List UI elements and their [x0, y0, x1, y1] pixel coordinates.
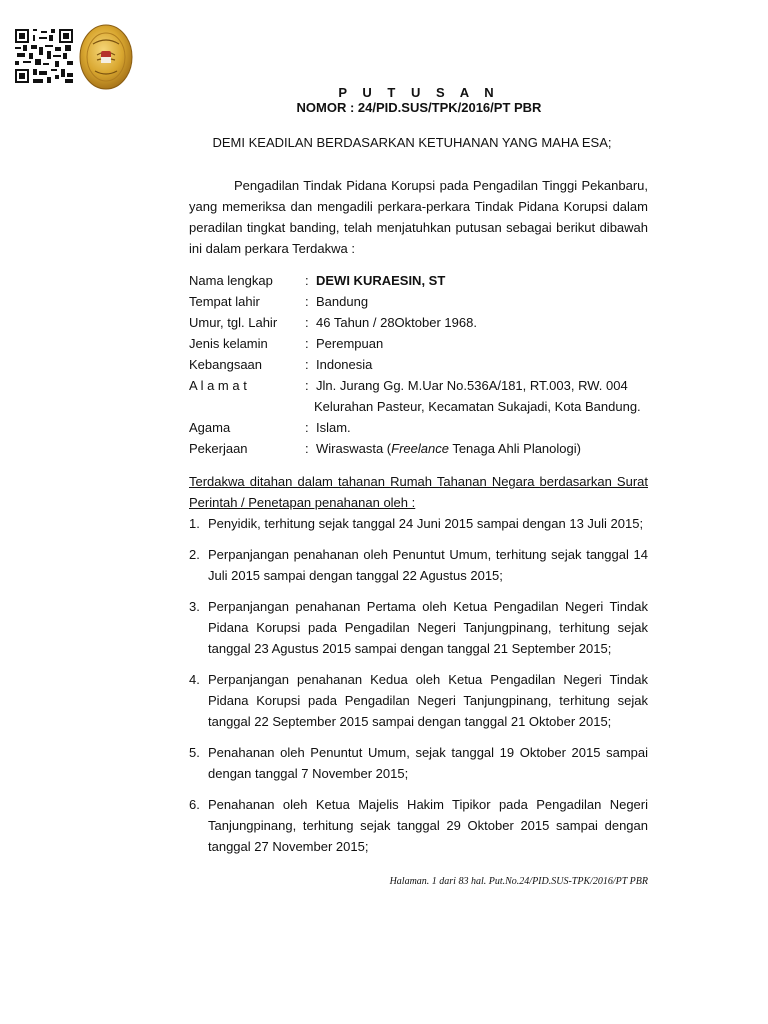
court-seal-icon [79, 24, 133, 90]
value-sex: Perempuan [316, 336, 384, 351]
row-job [189, 438, 659, 459]
row-age [189, 312, 659, 333]
separator: : [305, 441, 309, 456]
row-address-2 [189, 396, 659, 417]
detention-heading: Terdakwa ditahan dalam tahanan Rumah Tahanan Negara berdasarkan Surat Perintah / Penetapan penahanan oleh : [189, 474, 648, 510]
item-number: 6. [189, 797, 200, 812]
label-job: Pekerjaan [189, 441, 248, 456]
item-number: 2. [189, 547, 200, 562]
list-item [189, 513, 648, 534]
item-text: Penahanan oleh Penuntut Umum, sejak tanggal 19 Oktober 2015 sampai dengan tanggal 7 November 2015; [208, 745, 648, 781]
page-footer: Halaman. 1 dari 83 hal. Put.No.24/PID.SUS-TPK/2016/PT PBR [389, 876, 648, 887]
label-name: Nama lengkap [189, 273, 273, 288]
label-age: Umur, tgl. Lahir [189, 315, 278, 330]
list-item [189, 596, 648, 659]
row-nationality [189, 354, 659, 375]
value-religion: Islam. [316, 420, 351, 435]
detention-list [189, 513, 648, 867]
item-text: Perpanjangan penahanan oleh Penuntut Umum, terhitung sejak tanggal 14 Juli 2015 sampai dengan tanggal 22 Agustus 2015; [208, 547, 648, 583]
list-item [189, 794, 648, 857]
value-name: DEWI KURAESIN, ST [316, 273, 446, 288]
item-text: Perpanjangan penahanan Pertama oleh Ketua Pengadilan Negeri Tindak Pidana Korupsi pada Pengadilan Negeri Tanjungpinang, terhitung sejak tanggal 23 Agustus 2015 sampai dengan tanggal 21 September 2015; [208, 599, 648, 656]
separator: : [305, 420, 309, 435]
item-text: Perpanjangan penahanan Kedua oleh Ketua Pengadilan Negeri Tindak Pidana Korupsi pada Pengadilan Negeri Tanjungpinang, terhitung sejak tanggal 22 September 2015 sampai dengan tanggal 21 Oktober 2015; [208, 672, 648, 729]
row-sex [189, 333, 659, 354]
job-post: Tenaga Ahli Planologi) [448, 441, 581, 456]
item-number: 3. [189, 599, 200, 614]
separator: : [305, 273, 309, 288]
job-italic: Freelance [391, 441, 449, 456]
row-religion [189, 417, 659, 438]
qr-code-icon [15, 29, 73, 83]
separator: : [305, 336, 309, 351]
separator: : [305, 357, 309, 372]
item-number: 5. [189, 745, 200, 760]
value-address: Jln. Jurang Gg. M.Uar No.536A/181, RT.003, RW. 004 [316, 378, 628, 393]
label-birthplace: Tempat lahir [189, 294, 260, 309]
item-text: Penahanan oleh Ketua Majelis Hakim Tipikor pada Pengadilan Negeri Tanjungpinang, terhitung sejak tanggal 29 Oktober 2015 sampai dengan tanggal 27 November 2015; [208, 797, 648, 854]
separator: : [305, 315, 309, 330]
item-number: 4. [189, 672, 200, 687]
item-text: Penyidik, terhitung sejak tanggal 24 Juni 2015 sampai dengan 13 Juli 2015; [208, 516, 644, 531]
intro-paragraph [189, 175, 648, 259]
value-job [316, 438, 659, 459]
row-name [189, 270, 659, 291]
value-age: 46 Tahun / 28Oktober 1968. [316, 315, 477, 330]
item-number: 1. [189, 516, 200, 531]
row-address [189, 375, 659, 396]
row-birthplace [189, 291, 659, 312]
defendant-details [189, 270, 659, 459]
case-number: NOMOR : 24/PID.SUS/TPK/2016/PT PBR [296, 100, 542, 115]
list-item [189, 669, 648, 732]
intro-text: Pengadilan Tindak Pidana Korupsi pada Pengadilan Tinggi Pekanbaru, yang memeriksa dan mengadili perkara-perkara Tindak Pidana Korupsi dalam peradilan tingkat banding, telah menjatuhkan putusan sebagai berikut dibawah ini dalam perkara Terdakwa : [189, 178, 648, 256]
document-title: P U T U S A N [338, 85, 500, 100]
label-nationality: Kebangsaan [189, 357, 263, 372]
label-sex: Jenis kelamin [189, 336, 268, 351]
value-birthplace: Bandung [316, 294, 369, 309]
job-pre: Wiraswasta ( [316, 441, 392, 456]
value-nationality: Indonesia [316, 357, 373, 372]
value-address-2: Kelurahan Pasteur, Kecamatan Sukajadi, Kota Bandung. [314, 399, 641, 414]
list-item [189, 742, 648, 784]
list-item [189, 544, 648, 586]
invocation: DEMI KEADILAN BERDASARKAN KETUHANAN YANG MAHA ESA; [212, 135, 612, 150]
label-religion: Agama [189, 420, 231, 435]
separator: : [305, 294, 309, 309]
separator: : [305, 378, 309, 393]
label-address: A l a m a t [189, 378, 247, 393]
